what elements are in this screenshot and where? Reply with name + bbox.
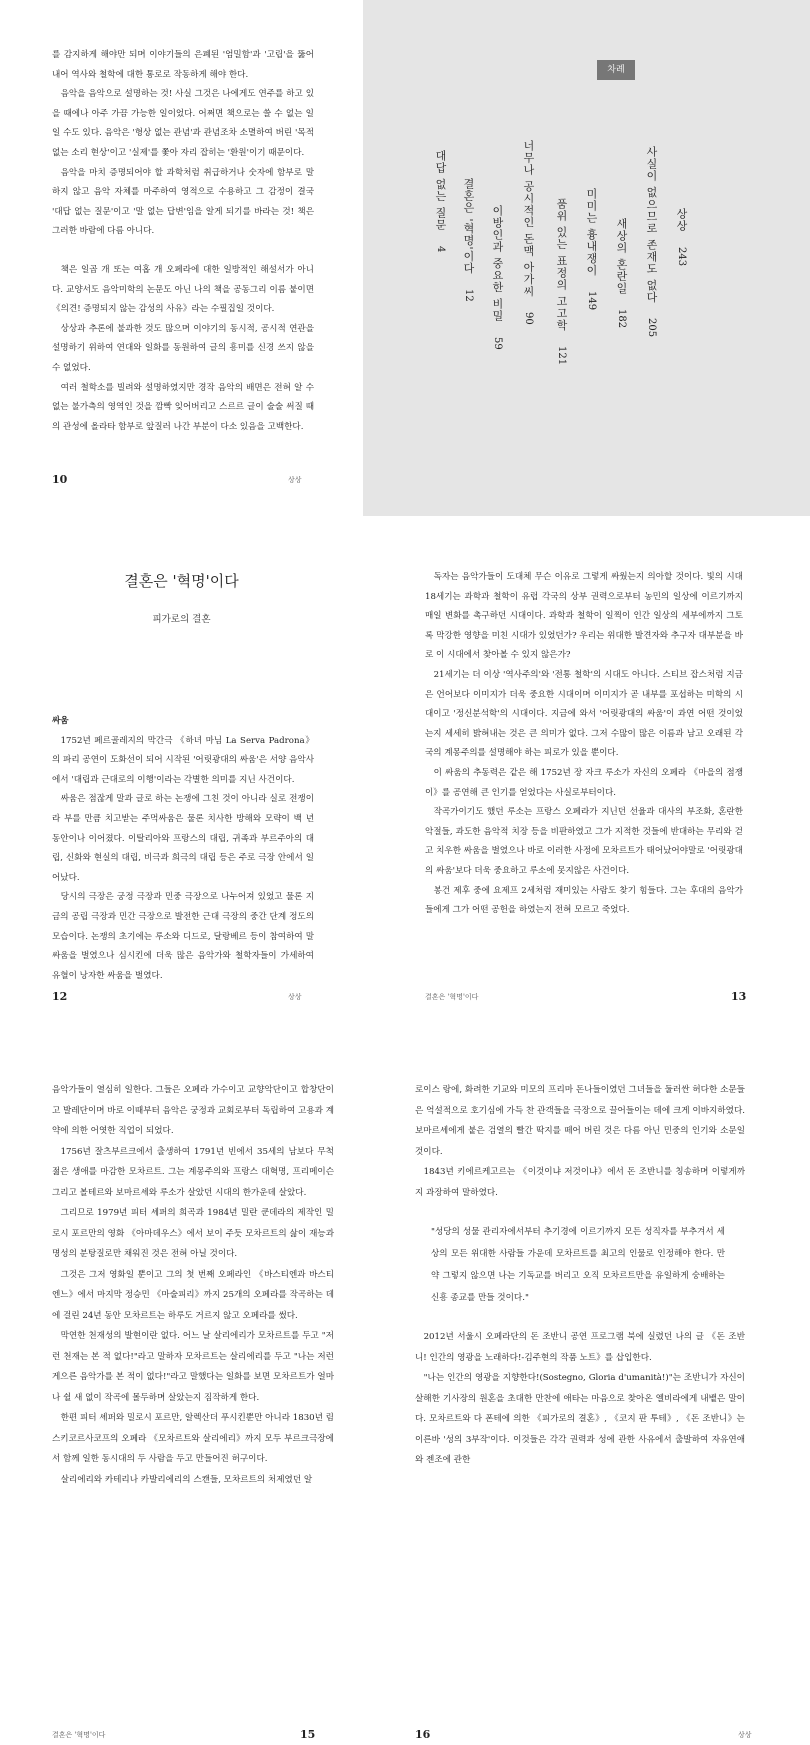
page-number: 12 [52,990,68,1003]
toc-entry-title: 결혼은 '혁명'이다 [462,178,475,275]
paragraph: 1756년 잘츠부르크에서 출생하여 1791년 빈에서 35세의 남보다 무척 젊은 생애를 마감한 모차르트. 그는 계몽주의와 프랑스 대혁명, 프리메이슨 그리고 볼테르와 보마르셰와 루소가 살았던 시대의 한가운데 살았다. [52,1146,334,1198]
paragraph: 이 싸움의 추동력은 같은 해 1752년 장 자크 루소가 자신의 오페라 《마을의 점쟁이》를 공연해 큰 인기를 얻었다는 사실로부터이다. [425,767,743,798]
paragraph: 음악을 마치 증명되어야 할 과학처럼 취급하거나 숫자에 함부로 말하지 않고 음악 자체를 마주하여 영적으로 수용하고 그 감정이 결국 '대답 없는 질문'이고 '말 없는 답변'임을 알게 되기를 바라는 것! 책은 그러한 바람에 다름 아니다. [52,167,314,237]
paragraph: 음악가들이 열심히 일한다. 그들은 오페라 가수이고 교향악단이고 합창단이고 발레단이며 바로 이때부터 음악은 궁정과 교회로부터 독립하여 고용과 계약에 의한 어엿한 직업이 되었다. [52,1085,334,1136]
paragraph: 막연한 천재성의 발현이란 없다. 어느 날 살리에리가 모차르트를 두고 "저런 천재는 본 적 없다!"라고 말하자 모차르트는 살리에리를 두고 "나는 저런 게으른 음악가를 본 적이 없다!"라고 말했다는 일화를 보면 모차르트가 얼마나 쉴 새 없이 작곡에 몰두하며 살았는지 짐작하게 한다. [52,1331,334,1403]
toc-entry-page: 243 [676,246,687,266]
page-15 [0,1036,363,1745]
paragraph-gap [415,1203,745,1221]
page-16-body [415,1080,745,1471]
paragraph: 여러 철학소를 빌려와 설명하였지만 경작 음악의 배면은 전혀 알 수 없는 불가측의 영역인 것을 깜빡 잊어버리고 스르르 글이 술술 써질 때의 관성에 올라타 함부로 앞질러 나간 부분이 다소 있음을 고백한다. [52,382,314,432]
toc-entry[interactable] [462,178,475,302]
toc-entry[interactable] [675,208,688,266]
page-number: 13 [731,990,747,1003]
toc-entry[interactable] [522,140,535,325]
paragraph: "나는 인간의 영광을 지향한다!(Sostegno, Gloria d'umanità!)"는 조반니가 자신이 살해한 기사장의 원혼을 초대한 만찬에 애타는 마음으로 찾아온 엘비라에게 내뱉은 말이다. 모차르트와 다 폰테에 의한 《피가로의 결혼》, 《코지 판 투테》, 《돈 조반니》는 이른바 '성의 3부작'이다. 이것들은 각각 권력과 성에 관한 사유에서 출발하여 자유연애와 젠조에 관한 [415,1373,745,1465]
page-10-body [52,46,314,437]
paragraph: 1752년 페르골레지의 막간극 《하녀 마님 La Serva Padrona》의 파리 공연이 도화선이 되어 시작된 '어릿광대의 싸움'은 서양 음악사에서 '대립과 근대로의 이행'이라는 각별한 의미를 지닌 사건이다. [52,735,314,785]
toc-entry-title: 새상의 혼란일 [615,218,628,295]
running-title: 상상 [288,476,302,484]
toc-entry[interactable] [434,150,447,252]
page-number: 15 [300,1728,316,1741]
toc-entry-title: 사실이 없으므로 존재도 없다 [645,146,658,304]
toc-entry-title: 너무나 공시적인 돈맥 아가씨 [522,140,535,298]
running-title: 상상 [738,1731,752,1739]
paragraph: 독자는 음악가들이 도대체 무슨 이유로 그렇게 싸웠는지 의아할 것이다. 빛의 시대 18세기는 과학과 철학이 유럽 각국의 상부 권력으로부터 농민의 일상에 이르기까지 매일 변화를 촉구하던 시대이다. 과학과 철학이 일찍이 인간 일상의 세부에까지 그토록 막강한 영향을 미친 시대가 있었던가? 우리는 위대한 발견자와 추구자 대부분을 바로 이 시대에서 찾아볼 수 있지 않은가? [425,572,743,661]
toc-entry-title: 품위 있는 표정의 고고학 [555,198,568,332]
paragraph: 음악을 음악으로 설명하는 것! 사실 그것은 나에게도 연주를 하고 있을 때에나 아주 가끔 가능한 일이었다. 어쩌면 책으로는 쓸 수 없는 일일 수도 있다. 음악은 '형상 없는 관념'과 관념조차 소멸하여 버린 '목적 없는 소리 현상'이고 '실제'를 쫓아 자리 잡히는 '환원'이기 때문이다. [52,89,314,158]
page-13-body [425,568,743,921]
toc-entry-title: 상상 [675,208,688,232]
toc-entry-page: 59 [492,336,503,350]
block-quote: "성당의 성물 관리자에서부터 추기경에 이르기까지 모든 성직자를 부추겨서 세상의 모든 위대한 사람들 가운데 모차르트를 최고의 인물로 인정해야 한다. 만약 그렇지 않으면 나는 기독교를 버리고 오직 모차르트만을 유일하게 숭배하는 신흥 종교를 만들 것이다." [431,1227,725,1303]
page-number: 10 [52,473,68,486]
paragraph-gap [415,1309,745,1327]
paragraph: 한편 피터 셰퍼와 밀로시 포르만, 알렉산더 푸시킨뿐만 아니라 1830년 림스키코르사코프의 오페라 《모차르트와 살리에리》까지 모두 부르크극장에서 함께 일한 동시대의 두 사람을 두고 만들어진 허구이다. [52,1413,334,1464]
paragraph: 그것은 그저 영화일 뿐이고 그의 첫 번째 오페라인 《바스티엔과 바스티엔느》에서 마지막 정승민 《마술피리》까지 25개의 오페라를 작곡하는 데에 걸린 24년 동안 모차르트는 하루도 거르지 않고 오페라를 썼다. [52,1269,334,1321]
toc-entry-page: 205 [646,318,657,338]
toc-entry-title: 대답 없는 질문 [434,150,447,231]
page-12-body [52,712,314,986]
paragraph: 를 감지하게 해야만 되며 이야기들의 은폐된 '엄밀함'과 '고립'을 뚫어내어 역사와 철학에 대한 통로로 작동하게 해야 한다. [52,50,314,80]
toc-entry-page: 182 [616,309,627,329]
paragraph-gap [52,242,314,261]
toc-label: 차례 [597,60,635,80]
toc-entry[interactable] [555,198,568,365]
paragraph: 싸움은 점잖게 말과 글로 하는 논쟁에 그친 것이 아니라 실로 전쟁이라 부를 만큼 치고받는 주먹싸움은 물론 치사한 방해와 모략이 백 년 동안이나 이어졌다. 이탈리아와 프랑스의 대립, 귀족과 부르주아의 대립, 신화와 현실의 대립, 비극과 희극의 대립 등은 주로 극장 안에서 일어났다. [52,794,314,883]
page-12 [0,520,363,1032]
paragraph: 작곡가이기도 했던 루소는 프랑스 오페라가 지닌던 선율과 대사의 부조화, 혼란한 악절들, 과도한 음악적 치장 등을 비판하였고 그가 지적한 것들에 반대하는 무리와 걷고 치우한 싸움을 벌였으나 바로 이러한 사정에 모차르트가 태어났어야말로 '어릿광대의 싸움'보다 더욱 중요하고 루소에 못지않은 사건이다. [425,807,743,876]
toc-entry[interactable] [615,218,628,328]
paragraph: 21세기는 더 이상 '역사주의'와 '전통 철학'의 시대도 아니다. 스티브 잡스처럼 지금은 언어보다 이미지가 더욱 중요한 시대이며 이미지가 곧 내부를 포섭하는 미학의 시대이고 '정신분석학'의 시대이다. 지금에 와서 '어릿광대의 싸움'이 과연 어떤 것이었는지 세세히 밝혀내는 것은 큰 의미가 없다. 그저 수많이 많은 이름과 남고 오래된 각국의 계몽주의를 설명해야 하는 피로가 있을 뿐이다. [425,669,743,759]
paragraph: 로이스 랑에, 화려한 기교와 미모의 프리마 돈나들이였던 그녀들을 둘러싼 허다한 소문들은 억설적으로 호기심에 가득 찬 관객들을 극장으로 끌어들이는 데에 크게 이바지하였다. 보마르셰에게 붙은 검열의 빨간 딱지를 떼어 버린 것은 다름 아닌 민중의 인기와 소문일 것이다. [415,1085,745,1157]
toc-entry-page: 12 [463,289,474,302]
toc-entry[interactable] [645,146,658,337]
chapter-subtitle: 피가로의 결혼 [152,614,211,625]
running-title: 상상 [288,993,302,1001]
paragraph: 상상과 추론에 불과한 것도 많으며 이야기의 동시적, 공시적 연관을 설명하기 위하여 연대와 일화를 동원하여 글의 흥미를 신경 쓰지 않을 수 없었다. [52,323,314,373]
toc-entry[interactable] [585,188,598,310]
toc-entry-page: 121 [556,346,567,366]
section-heading: 싸움 [52,716,69,726]
toc-entry-title: 미미는 흉내쟁이 [585,188,598,277]
toc-entry-title: 이방인과 중요한 비밀 [491,205,504,322]
running-title: 결혼은 '혁명'이다 [52,1731,106,1739]
paragraph: 2012년 서울시 오페라단의 돈 조반니 공연 프로그램 북에 실렸던 나의 글 《돈 조반니! 인간의 영광을 노래하다!-김주현의 작품 노트》를 삽입한다. [415,1332,745,1363]
page-number: 16 [415,1728,431,1741]
paragraph: 봉건 제후 중에 요제프 2세처럼 재미있는 사람도 찾기 힘들다. 그는 후대의 음악가들에게 그가 어떤 공헌을 하였는지 전혀 모르고 죽었다. [425,885,743,916]
paragraph: 책은 일곱 개 또는 여홉 개 오페라에 대한 일방적인 해설서가 아니다. 교양서도 음악미학의 논문도 아닌 나의 책을 공동그리 이름 붙이면 《의견! 증명되지 않는 감성의 사유》라는 수필집일 것이다. [52,264,314,315]
paragraph: 당시의 극장은 궁정 극장과 민중 극장으로 나누어져 있었고 물론 지금의 공립 극장과 민간 극장으로 발전한 근대 극장의 중간 단계 정도의 모습이다. 논쟁의 초기에는 루소와 디드로, 달랑베르 등이 참여하여 말싸움을 벌였으나 심시킨에 더욱 많은 음악가와 철학자들이 가세하여 유혈이 낭자한 싸움을 벌였다. [52,892,314,981]
page-15-body [52,1080,334,1490]
paragraph: 그리므로 1979년 피터 셰퍼의 희곡과 1984년 밀란 쿤데라의 제작인 밀로시 포르만의 영화 《아마데우스》에서 보이 주듯 모차르트의 삶이 재능과 명성의 분탕질로만 채워진 것은 전혀 아닐 것이다. [52,1208,334,1259]
chapter-title: 결혼은 '혁명'이다 [124,572,239,590]
page-10 [0,0,363,516]
page-16 [363,1036,810,1745]
toc-entry-page: 4 [435,245,446,252]
toc-entry-page: 149 [586,291,597,311]
page-13 [363,520,810,1032]
paragraph: 1843년 키에르케고르는 《이것이냐 저것이냐》에서 돈 조반니를 칭송하며 이렇게까지 과장하여 말하였다. [415,1167,745,1198]
running-title: 결혼은 '혁명'이다 [425,993,479,1001]
toc-entry[interactable] [491,205,504,349]
paragraph: 살리에리와 카테리나 카발리에리의 스캔들, 모차르트의 처제였던 알 [60,1474,313,1485]
toc-entry-page: 90 [523,312,534,325]
